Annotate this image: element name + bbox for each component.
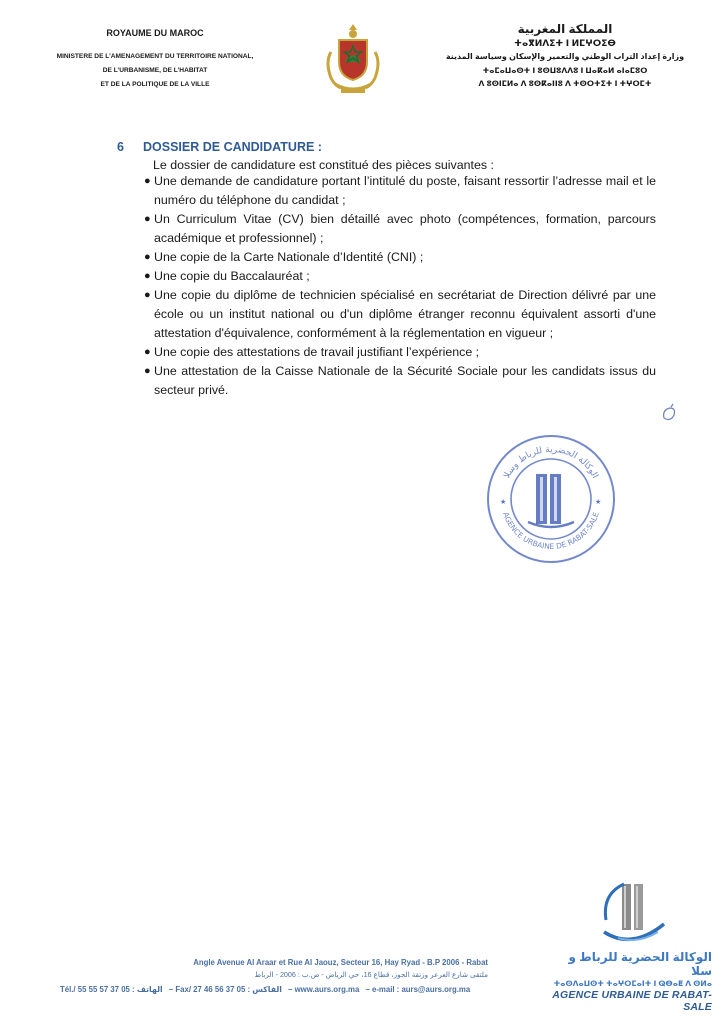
initial-mark-icon: [658, 402, 680, 424]
footer-contact: [60, 985, 474, 994]
list-item-text: Un Curriculum Vitae (CV) bien détaillé avec photo (compétences, formation, parcours académique et professionnel) ;: [154, 212, 656, 245]
stamp-text-fr: AGENCE URBAINE DE RABAT-SALE: [501, 510, 601, 552]
footer-email: – e-mail : aurs@aurs.org.ma: [365, 985, 471, 994]
bullet-icon: ●: [144, 365, 151, 377]
list-item: [146, 172, 656, 210]
kingdom-title-tifinagh: ⵜⴰⴳⵍⴷⵉⵜ ⵏ ⵍⵎⵖⵔⵉⴱ: [514, 38, 616, 48]
bullet-icon: ●: [144, 289, 151, 301]
section-title: DOSSIER DE CANDIDATURE :: [143, 140, 322, 154]
agency-brand: [552, 950, 712, 1013]
list-item: [146, 267, 656, 286]
list-item: [146, 362, 656, 400]
ministry-title-tifinagh-1: ⵜⴰⵎⴰⵡⴰⵙⵜ ⵏ ⵓⵙⵡⵓⴷⴷⵓ ⵏ ⵡⴰⴽⴰⵍ ⴰⵏⴰⵎⵓⵔ: [482, 66, 648, 75]
agency-name-tifinagh: ⵜⴰⵙⴷⴰⵡⵙⵜ ⵜⴰⵖⵔⵎⴰⵏⵜ ⵏ ⵕⴱⴰⵟ ⴷ ⵙⵍⴰ: [553, 979, 712, 988]
agency-name-ar: الوكالة الحضرية للرباط و سلا: [568, 950, 712, 978]
bullet-icon: ●: [144, 251, 151, 263]
bullet-icon: ●: [144, 175, 151, 187]
stamp-text-ar: الوكالة الحضرية للرباط وسلا: [502, 444, 600, 481]
ministry-title-tifinagh-2: ⴷ ⵓⵙⵏⵎⵍⴰ ⴷ ⵓⵙⴽⴰⵏⵏⵓ ⴷ ⵜⵙⵔⵜⵉⵜ ⵏ ⵜⵖⵔⵎⵜ: [478, 79, 652, 88]
svg-text:★: ★: [595, 499, 602, 506]
footer-fax: – Fax/ الفاكس : 05 37 56 46 27: [168, 985, 282, 994]
ministry-line-3: ET DE LA POLITIQUE DE LA VILLE: [100, 81, 210, 88]
list-item-text: Une copie du Baccalauréat ;: [154, 269, 310, 283]
kingdom-title-ar: المملكة المغربية: [517, 22, 613, 36]
kingdom-title: ROYAUME DU MAROC: [106, 28, 204, 38]
ministry-title-ar: وزارة إعداد التراب الوطني والتعمير والإسكان وسياسة المدينة: [445, 52, 685, 61]
footer-address-ar: ملتقى شارع العرعر وزنقة الجوز، قطاع 16، حي الرياض - ص.ب : 2006 - الرباط: [254, 970, 488, 979]
list-item-text: Une copie des attestations de travail justifiant l’expérience ;: [154, 345, 480, 359]
footer-address: Angle Avenue Al Araar et Rue Al Jaouz, Secteur 16, Hay Ryad - B.P 2006 - Rabat: [193, 958, 488, 967]
bullet-icon: ●: [144, 213, 151, 225]
list-item-text: Une copie de la Carte Nationale d’Identité (CNI) ;: [154, 250, 424, 264]
list-item-text: Une demande de candidature portant l’intitulé du poste, faisant ressortir l’adresse mail et le numéro du téléphone du candidat ;: [154, 174, 656, 207]
list-item: [146, 343, 656, 362]
list-item: [146, 248, 656, 267]
coat-of-arms-icon: [325, 22, 381, 98]
list-item-text: Une attestation de la Caisse Nationale de la Sécurité Sociale pour les candidats issus du secteur privé.: [154, 364, 656, 397]
header-left: [30, 28, 280, 92]
ministry-line-1: MINISTERE DE L’AMENAGEMENT DU TERRITOIRE NATIONAL,: [56, 53, 254, 60]
section-number: 6: [117, 140, 124, 154]
list-item-text: Une copie du diplôme de technicien spécialisé en secrétariat de Direction délivré par une école ou un institut national ou d'un diplôme étranger reconnu équivalent assorti d'une attestation d'équivalence, conformément à la réglementation en vigueur ;: [154, 288, 656, 340]
footer-web: – www.aurs.org.ma: [288, 985, 360, 994]
svg-text:★: ★: [500, 499, 507, 506]
list-item: [146, 210, 656, 248]
bullet-icon: ●: [144, 270, 151, 282]
footer-tel: Tél./ الهاتف : 05 37 57 55 55: [60, 985, 163, 994]
agency-logo-icon: [598, 880, 668, 944]
section-intro: Le dossier de candidature est constitué des pièces suivantes :: [153, 158, 494, 172]
ministry-line-2: DE L’URBANISME, DE L’HABITAT: [102, 67, 208, 74]
agency-name-fr: AGENCE URBAINE DE RABAT-SALE: [552, 989, 712, 1013]
header-right: [430, 22, 700, 90]
list-item: [146, 286, 656, 343]
document-list: [146, 172, 656, 400]
bullet-icon: ●: [144, 346, 151, 358]
official-stamp-icon: [484, 432, 618, 566]
